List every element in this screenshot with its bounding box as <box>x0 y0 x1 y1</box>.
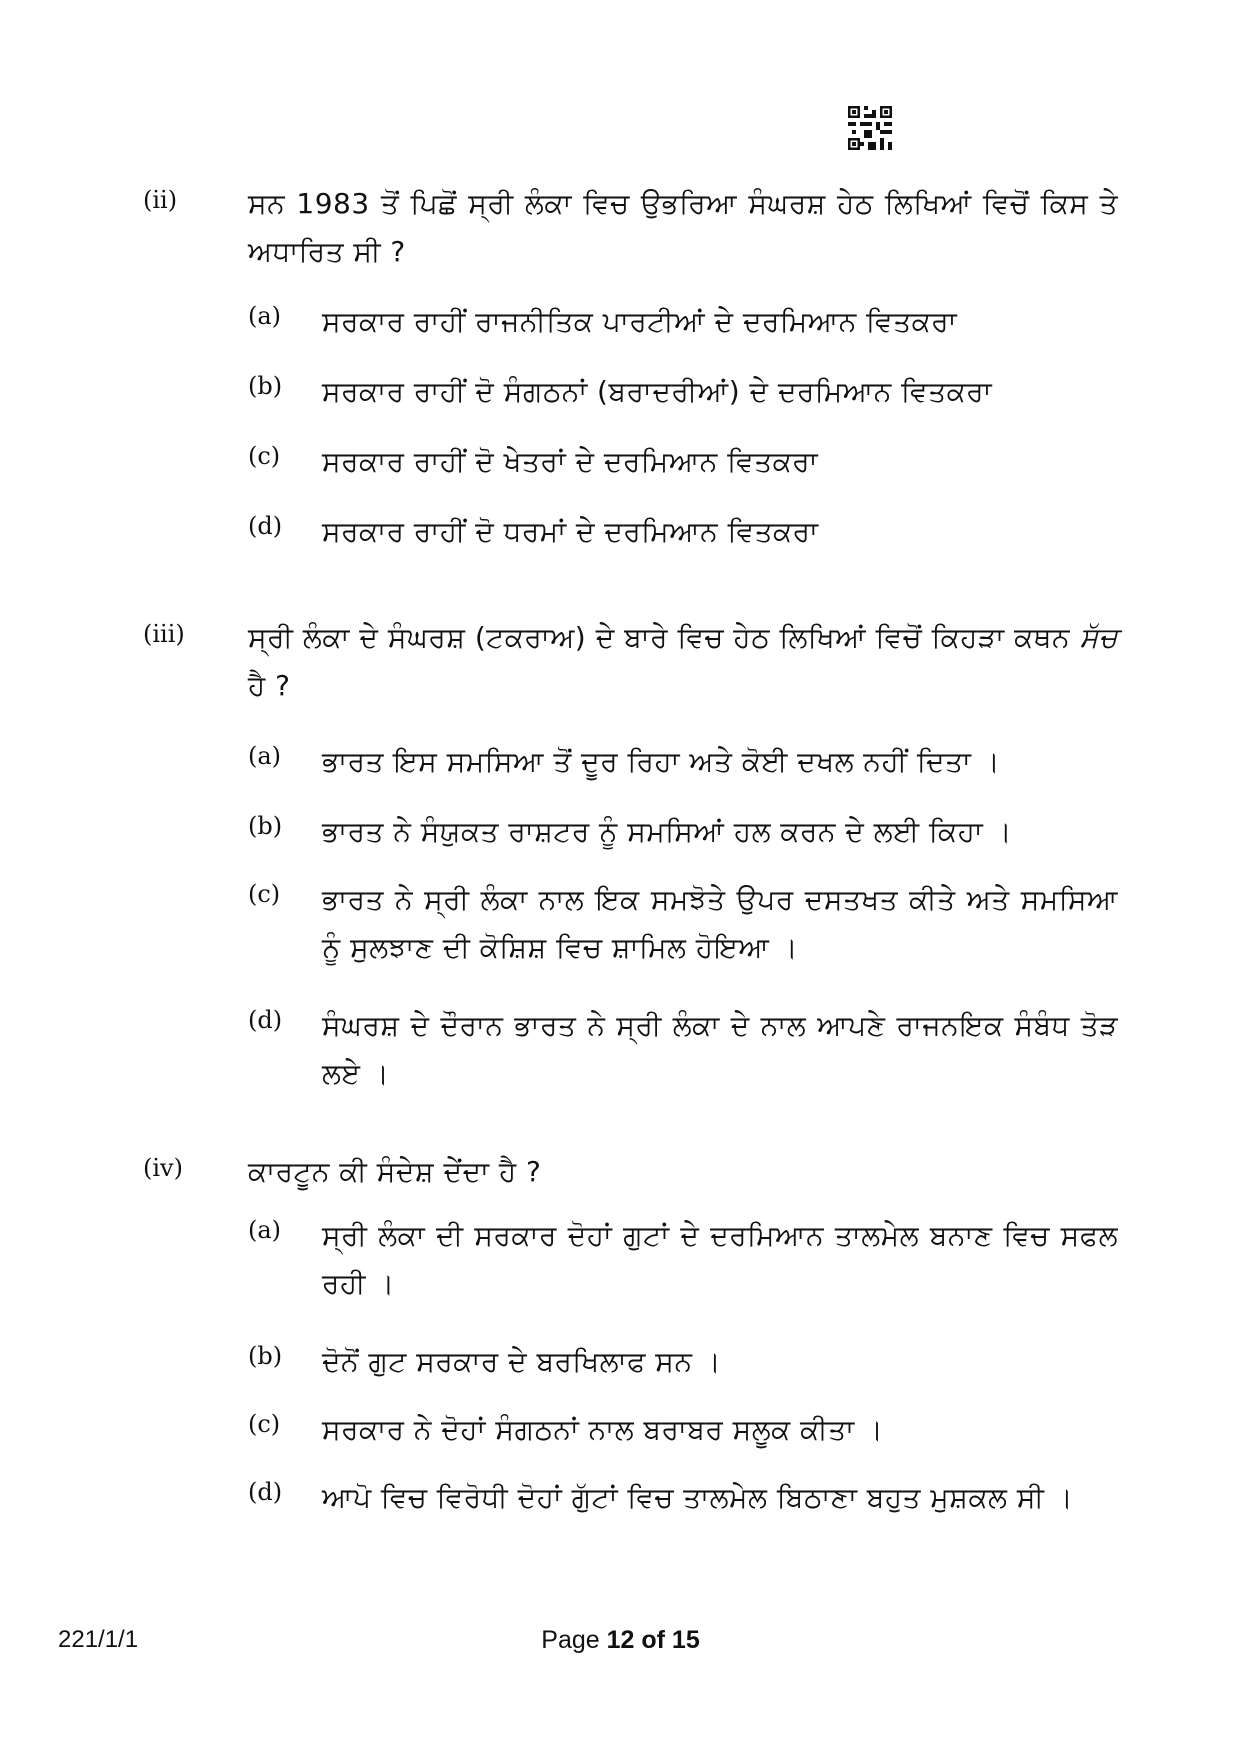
question-text-end: ਹੈ ? <box>248 669 291 702</box>
question-number: (iii) <box>143 620 185 648</box>
page-number <box>0 1626 1241 1655</box>
option-label: (a) <box>248 742 282 770</box>
question-text <box>248 614 1118 710</box>
page-total: 15 <box>671 1626 700 1654</box>
question-number: (ii) <box>143 186 178 214</box>
option-text: ਭਾਰਤ ਨੇ ਸੰਯੁਕਤ ਰਾਸ਼ਟਰ ਨੂੰ ਸਮਸਿਆਂ ਹਲ ਕਰਨ ਦੇ ਲਈ ਕਿਹਾ । <box>322 815 1013 848</box>
option-label: (d) <box>248 512 283 540</box>
option-text: ਸੰਘਰਸ਼ ਦੇ ਦੌਰਾਨ ਭਾਰਤ ਨੇ ਸ੍ਰੀ ਲੰਕਾ ਦੇ ਨਾਲ ਆਪਣੇ ਰਾਜਨਇਕ ਸੰਬੰਧ ਤੋੜ ਲਏ । <box>322 1009 1118 1090</box>
option-label: (c) <box>248 442 281 470</box>
page-prefix: Page <box>541 1626 607 1654</box>
option-text: ਸਰਕਾਰ ਨੇ ਦੋਹਾਂ ਸੰਗਠਨਾਂ ਨਾਲ ਬਰਾਬਰ ਸਲੂਕ ਕੀਤਾ । <box>322 1413 884 1446</box>
option-text: ਸ੍ਰੀ ਲੰਕਾ ਦੀ ਸਰਕਾਰ ਦੋਹਾਂ ਗੁਟਾਂ ਦੇ ਦਰਮਿਆਨ ਤਾਲਮੇਲ ਬਨਾਣ ਵਿਚ ਸਫਲ ਰਹੀ । <box>322 1219 1118 1300</box>
option-text: ਸਰਕਾਰ ਰਾਹੀਂ ਦੋ ਖੇਤਰਾਂ ਦੇ ਦਰਮਿਆਨ ਵਿਤਕਰਾ <box>322 445 819 478</box>
option-text: ਭਾਰਤ ਇਸ ਸਮਸਿਆ ਤੋਂ ਦੂਰ ਰਿਹਾ ਅਤੇ ਕੋਈ ਦਖਲ ਨਹੀਂ ਦਿਤਾ । <box>322 745 1001 778</box>
question-text: ਕਾਰਟੂਨ ਕੀ ਸੰਦੇਸ਼ ਦੇਂਦਾ ਹੈ ? <box>248 1155 542 1188</box>
option-label: (c) <box>248 880 281 908</box>
option-label: (a) <box>248 302 282 330</box>
option-label: (c) <box>248 1410 281 1438</box>
question-text-emphasis: ਸੱਚ <box>1079 621 1118 654</box>
option-text: ਸਰਕਾਰ ਰਾਹੀਂ ਰਾਜਨੀਤਿਕ ਪਾਰਟੀਆਂ ਦੇ ਦਰਮਿਆਨ ਵਿਤਕਰਾ <box>322 305 958 338</box>
paper-code: 221/1/1 <box>58 1626 139 1653</box>
option-label: (a) <box>248 1216 282 1244</box>
option-text: ਆਪੋ ਵਿਚ ਵਿਰੋਧੀ ਦੋਹਾਂ ਗੁੱਟਾਂ ਵਿਚ ਤਾਲਮੇਲ ਬਿਠਾਣਾ ਬਹੁਤ ਮੁਸ਼ਕਲ ਸੀ । <box>322 1481 1074 1514</box>
option-text: ਸਰਕਾਰ ਰਾਹੀਂ ਦੋ ਧਰਮਾਂ ਦੇ ਦਰਮਿਆਨ ਵਿਤਕਰਾ <box>322 515 819 548</box>
option-text: ਭਾਰਤ ਨੇ ਸ੍ਰੀ ਲੰਕਾ ਨਾਲ ਇਕ ਸਮਝੋਤੇ ਉਪਰ ਦਸਤਖਤ ਕੀਤੇ ਅਤੇ ਸਮਸਿਆ ਨੂੰ ਸੁਲਝਾਣ ਦੀ ਕੋਸ਼ਿਸ਼ ਵਿਚ ਸ਼ਾਮਿਲ ਹੋਇਆ । <box>322 883 1118 964</box>
page-of: of <box>634 1626 672 1654</box>
question-number: (iv) <box>143 1154 183 1182</box>
option-label: (b) <box>248 1342 283 1370</box>
option-label: (d) <box>248 1006 283 1034</box>
qr-code-icon <box>848 106 892 150</box>
option-label: (b) <box>248 372 283 400</box>
question-text: ਸਨ 1983 ਤੋਂ ਪਿਛੋਂ ਸ੍ਰੀ ਲੰਕਾ ਵਿਚ ਉਭਰਿਆ ਸੰਘਰਸ਼ ਹੇਠ ਲਿਖਿਆਂ ਵਿਚੋਂ ਕਿਸ ਤੇ ਅਧਾਰਿਤ ਸੀ ? <box>248 187 1118 268</box>
option-label: (b) <box>248 812 283 840</box>
option-label: (d) <box>248 1478 283 1506</box>
option-text: ਦੋਨੋਂ ਗੁਟ ਸਰਕਾਰ ਦੇ ਬਰਖਿਲਾਫ ਸਨ । <box>322 1345 722 1378</box>
question-text-start: ਸ੍ਰੀ ਲੰਕਾ ਦੇ ਸੰਘਰਸ਼ (ਟਕਰਾਅ) ਦੇ ਬਾਰੇ ਵਿਚ ਹੇਠ ਲਿਖਿਆਂ ਵਿਚੋਂ ਕਿਹੜਾ ਕਥਨ <box>248 621 1080 654</box>
option-text: ਸਰਕਾਰ ਰਾਹੀਂ ਦੋ ਸੰਗਠਨਾਂ (ਬਰਾਦਰੀਆਂ) ਦੇ ਦਰਮਿਆਨ ਵਿਤਕਰਾ <box>322 375 993 408</box>
page-current: 12 <box>606 1626 635 1654</box>
